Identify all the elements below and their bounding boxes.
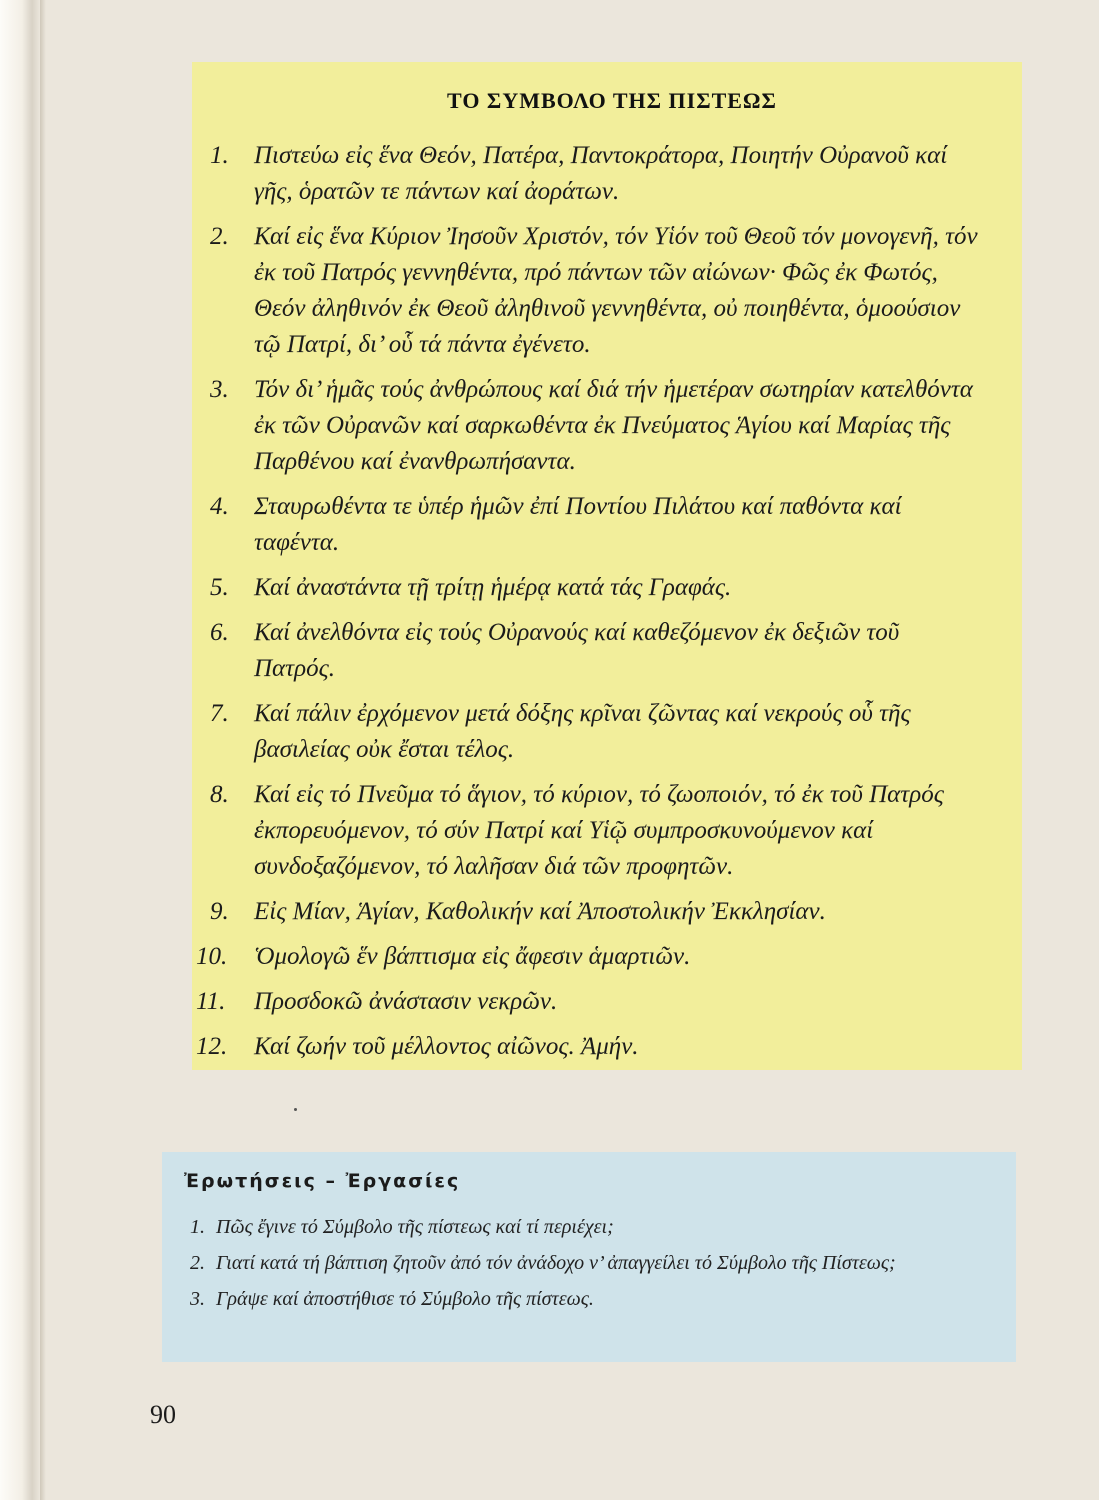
question-1 — [184, 1212, 986, 1242]
question-3 — [184, 1284, 986, 1314]
question-number: 3. — [190, 1288, 205, 1310]
article-text: Καί ζωήν τοῦ μέλλοντος αἰῶνος. Ἀμήν. — [254, 1033, 639, 1060]
article-number: 4. — [210, 493, 229, 520]
article-number: 11. — [196, 988, 226, 1015]
page-number: 90 — [150, 1400, 176, 1429]
speck — [294, 1108, 297, 1111]
article-number: 12. — [196, 1033, 228, 1060]
creed-article-9 — [192, 894, 1022, 930]
article-text: Σταυρωθέντα τε ὑπέρ ἡμῶν ἐπί Ποντίου Πιλάτου καί παθόντα καί ταφέντα. — [254, 493, 902, 556]
question-number: 1. — [190, 1216, 205, 1238]
creed-article-4 — [192, 489, 1022, 561]
creed-box — [192, 62, 1022, 1070]
article-text: Καί εἰς ἕνα Κύριον Ἰησοῦν Χριστόν, τόν Υἱόν τοῦ Θεοῦ τόν μονογενῆ, τόν ἐκ τοῦ Πατρός γεννηθέντα, πρό πάντων τῶν αἰώνων· Φῶς ἐκ Φωτός, Θεόν ἀληθινόν ἐκ Θεοῦ ἀληθινοῦ γεννηθέντα, οὐ ποιηθέντα, ὁμοούσιον τῷ Πατρί, δι’ οὗ τά πάντα ἐγένετο. — [254, 223, 978, 358]
question-number: 2. — [190, 1252, 205, 1274]
article-text: Προσδοκῶ ἀνάστασιν νεκρῶν. — [254, 988, 558, 1015]
creed-list — [192, 138, 1022, 1065]
article-number: 7. — [210, 700, 229, 727]
article-text: Καί πάλιν ἐρχόμενον μετά δόξης κρῖναι ζῶντας καί νεκρούς οὗ τῆς βασιλείας οὐκ ἔσται τέλος. — [254, 700, 911, 763]
creed-article-8 — [192, 777, 1022, 885]
article-number: 3. — [210, 376, 229, 403]
article-text: Πιστεύω εἰς ἕνα Θεόν, Πατέρα, Παντοκράτορα, Ποιητήν Οὐρανοῦ καί γῆς, ὁρατῶν τε πάντων καί ἀοράτων. — [254, 142, 948, 205]
creed-title: ΤΟ ΣΥΜΒΟΛΟ ΤΗΣ ΠΙΣΤΕΩΣ — [447, 88, 777, 113]
questions-list — [184, 1212, 986, 1314]
creed-article-1 — [192, 138, 1022, 210]
article-number: 9. — [210, 898, 229, 925]
article-number: 10. — [196, 943, 228, 970]
article-number: 5. — [210, 574, 229, 601]
article-text: Καί εἰς τό Πνεῦμα τό ἅγιον, τό κύριον, τό ζωοποιόν, τό ἐκ τοῦ Πατρός ἐκπορευόμενον, τό σύν Πατρί καί Υἱῷ συμπροσκυνούμενον καί συνδοξαζόμενον, τό λαλῆσαν διά τῶν προφητῶν. — [254, 781, 944, 880]
creed-article-3 — [192, 372, 1022, 480]
creed-article-5 — [192, 570, 1022, 606]
article-text: Εἰς Μίαν, Ἁγίαν, Καθολικήν καί Ἀποστολικήν Ἐκκλησίαν. — [254, 898, 826, 925]
creed-article-7 — [192, 696, 1022, 768]
article-text: Ὁμολογῶ ἕν βάπτισμα εἰς ἄφεσιν ἁμαρτιῶν. — [254, 943, 691, 970]
question-text: Πῶς ἔγινε τό Σύμβολο τῆς πίστεως καί τί περιέχει; — [216, 1216, 614, 1238]
article-number: 1. — [210, 142, 229, 169]
article-number: 2. — [210, 223, 229, 250]
questions-box — [162, 1152, 1016, 1362]
page-edge — [40, 0, 46, 1500]
book-binding — [0, 0, 40, 1500]
question-text: Γιατί κατά τή βάπτιση ζητοῦν ἀπό τόν ἀνάδοχο ν’ ἀπαγγείλει τό Σύμβολο τῆς Πίστεως; — [216, 1252, 896, 1274]
creed-article-11 — [192, 984, 1022, 1020]
article-number: 8. — [210, 781, 229, 808]
question-text: Γράψε καί ἀποστήθισε τό Σύμβολο τῆς πίστεως. — [216, 1288, 594, 1310]
article-number: 6. — [210, 619, 229, 646]
creed-article-10 — [192, 939, 1022, 975]
creed-article-6 — [192, 615, 1022, 687]
questions-title: Ἐρωτήσεις – Ἐργασίες — [184, 1170, 461, 1192]
article-text: Τόν δι’ ἡμᾶς τούς ἀνθρώπους καί διά τήν ἡμετέραν σωτηρίαν κατελθόντα ἐκ τῶν Οὐρανῶν καί σαρκωθέντα ἐκ Πνεύματος Ἁγίου καί Μαρίας τῆς Παρθένου καί ἐνανθρωπήσαντα. — [254, 376, 973, 475]
article-text: Καί ἀνελθόντα εἰς τούς Οὐρανούς καί καθεζόμενον ἐκ δεξιῶν τοῦ Πατρός. — [254, 619, 900, 682]
creed-article-2 — [192, 219, 1022, 363]
question-2 — [184, 1248, 986, 1278]
article-text: Καί ἀναστάντα τῇ τρίτῃ ἡμέρᾳ κατά τάς Γραφάς. — [254, 574, 732, 601]
creed-article-12 — [192, 1029, 1022, 1065]
